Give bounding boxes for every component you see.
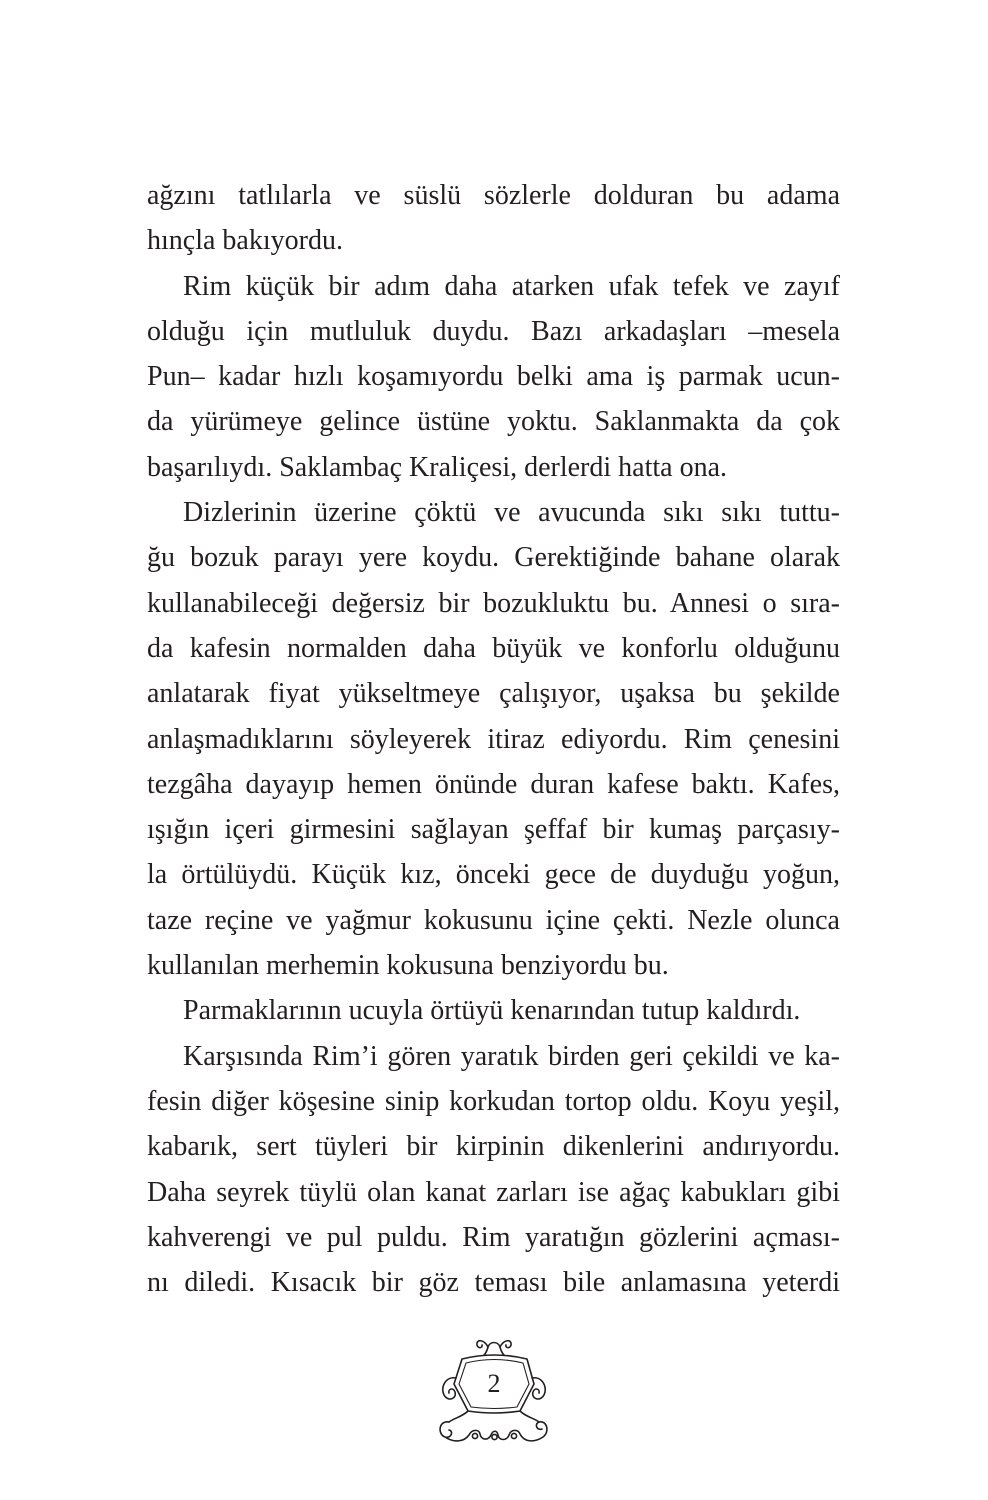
text-line: anlaşmadıklarını söyleyerek itiraz ediyordu. Rim çenesini (147, 723, 840, 755)
text-line: ağzını tatlılarla ve süslü sözlerle dolduran bu adama (147, 180, 840, 211)
text-line: ışığın içeri girmesini sağlayan şeffaf bir kumaş parçasıy- (147, 814, 840, 846)
paragraph (147, 490, 840, 988)
body-text (147, 173, 840, 1305)
text-line: la örtülüydü. Küçük kız, önceki gece de duyduğu yoğun, (147, 859, 840, 891)
text-line: Parmaklarının ucuyla örtüyü kenarından tutup kaldırdı. (183, 995, 801, 1027)
crown-center (488, 1343, 500, 1348)
text-line: başarılıydı. Saklambaç Kraliçesi, derlerdi hatta ona. (147, 451, 728, 483)
bottom-loop-right (511, 1433, 516, 1438)
text-line: da yürümeye gelince üstüne yoktu. Saklanmakta da çok (147, 406, 840, 438)
text-line: da kafesin normalden daha büyük ve konforlu olduğunu (147, 632, 840, 664)
text-line: nı diledi. Kısacık bir göz teması bile anlamasına yeterdi (147, 1267, 840, 1299)
text-line: Karşısında Rim’i gören yaratık birden geri çekildi ve ka- (183, 1040, 840, 1072)
paragraph (147, 988, 840, 1033)
bottom-loop-left (472, 1433, 477, 1438)
text-line: Pun– kadar hızlı koşamıyordu belki ama iş parmak ucun- (147, 361, 840, 393)
paragraph (147, 264, 840, 490)
page-number: 2 (487, 1369, 501, 1398)
paragraph (147, 173, 840, 264)
bottom-loop-center (492, 1434, 497, 1439)
text-line: ğu bozuk parayı yere koydu. Gerektiğinde bahane olarak (147, 542, 840, 574)
text-line: taze reçine ve yağmur kokusunu içine çekti. Nezle olunca (147, 904, 840, 936)
text-line: anlatarak fiyat yükseltmeye çalışıyor, uşaksa bu şekilde (147, 678, 840, 710)
crown-right-scroll (500, 1341, 511, 1348)
left-connector (449, 1411, 468, 1422)
right-connector (520, 1411, 539, 1422)
text-line: Dizlerinin üzerine çöktü ve avucunda sıkı sıkı tuttu- (183, 497, 840, 529)
text-line: kullanılan merhemin kokusuna benziyordu bu. (147, 950, 669, 982)
crown-left-scroll (477, 1341, 488, 1348)
text-line: Rim küçük bir adım daha atarken ufak tefek ve zayıf (183, 270, 840, 302)
text-line: kahverengi ve pul puldu. Rim yaratığın gözlerini açması- (147, 1221, 840, 1253)
paragraph (147, 1034, 840, 1306)
text-line: fesin diğer köşesine sinip korkudan tortop oldu. Koyu yeşil, (147, 1085, 840, 1117)
text-line: tezgâha dayayıp hemen önünde duran kafese baktı. Kafes, (147, 768, 840, 800)
bottom-scroll-row (440, 1422, 547, 1441)
text-line: hınçla bakıyordu. (147, 225, 343, 257)
text-line: olduğu için mutluluk duydu. Bazı arkadaşları –mesela (147, 315, 840, 347)
page-number-ornament (436, 1330, 552, 1448)
crown-stem (484, 1347, 504, 1355)
text-line: Daha seyrek tüylü olan kanat zarları ise ağaç kabukları gibi (147, 1176, 840, 1208)
text-line: kullanabileceği değersiz bir bozukluktu bu. Annesi o sıra- (147, 587, 840, 619)
text-line: kabarık, sert tüyleri bir kirpinin dikenlerini andırıyordu. (147, 1131, 840, 1163)
